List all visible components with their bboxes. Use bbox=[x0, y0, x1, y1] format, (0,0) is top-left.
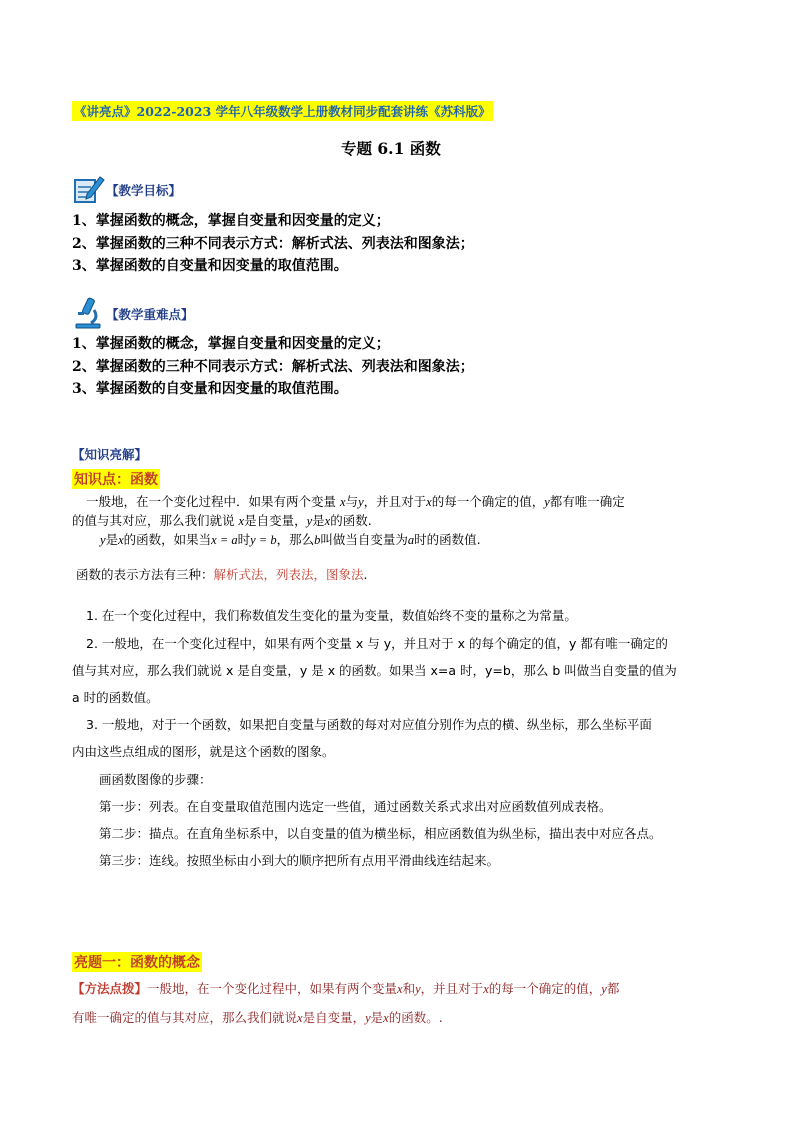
header-banner: 《讲亮点》2022-2023 学年八年级数学上册教材同步配套讲练《苏科版》 bbox=[72, 101, 493, 121]
notepad-pencil-icon bbox=[73, 174, 105, 204]
knowledge-label: 【知识亮解】 bbox=[72, 447, 148, 462]
topic-1-title: 亮题一：函数的概念 bbox=[72, 952, 202, 972]
knowledge-point-title: 知识点：函数 bbox=[72, 469, 160, 489]
goals-label: 【教学目标】 bbox=[106, 183, 182, 198]
note-2-line-2: 值与其对应，那么我们就说 x 是自变量，y 是 x 的函数。如果当 x=a 时，y=b，那么 b 叫做当自变量的值为 bbox=[72, 663, 677, 678]
goal-item: 1、掌握函数的概念，掌握自变量和因变量的定义； bbox=[72, 213, 390, 229]
step-3: 第三步：连线。按照坐标由小到大的顺序把所有点用平滑曲线连结起来。 bbox=[99, 853, 500, 868]
note-3-line-2: 内由这些点组成的图形，就是这个函数的图象。 bbox=[72, 744, 335, 759]
definition-line-1: 一般地，在一个变化过程中．如果有两个变量 x与y，并且对于x的每一个确定的值，y都有唯一确定 bbox=[86, 494, 625, 509]
step-1: 第一步：列表。在自变量取值范围内选定一些值，通过函数关系式求出对应函数值列成表格。 bbox=[99, 799, 612, 814]
microscope-icon bbox=[72, 296, 104, 330]
method-tip-line-1: 【方法点拨】一般地，在一个变化过程中，如果有两个变量x和y，并且对于x的每一个确定的值，y都 bbox=[72, 981, 620, 996]
keypoints-label: 【教学重难点】 bbox=[106, 307, 194, 322]
note-2-line-1: 2. 一般地，在一个变化过程中，如果有两个变量 x 与 y，并且对于 x 的每个确定的值，y 都有唯一确定的 bbox=[86, 636, 668, 651]
definition-line-2: 的值与其对应，那么我们就说 x是自变量，y是x的函数. bbox=[72, 513, 372, 528]
steps-title: 画函数图像的步骤： bbox=[99, 772, 212, 787]
representation-methods: 函数的表示方法有三种：解析式法，列表法，图象法. bbox=[76, 567, 368, 582]
method-tip-line-2: 有唯一确定的值与其对应，那么我们就说x是自变量，y是x的函数。. bbox=[72, 1010, 443, 1025]
goal-item: 2、掌握函数的三种不同表示方式：解析式法、列表法和图象法； bbox=[72, 236, 474, 252]
definition-line-3: y是x的函数，如果当x = a时y = b，那么b叫做当自变量为a时的函数值. bbox=[100, 532, 481, 547]
keypoint-item: 1、掌握函数的概念，掌握自变量和因变量的定义； bbox=[72, 336, 390, 352]
keypoint-item: 3、掌握函数的自变量和因变量的取值范围。 bbox=[72, 381, 348, 397]
note-2-line-3: a 时的函数值。 bbox=[72, 690, 159, 705]
page-title: 专题 6.1 函数 bbox=[341, 139, 441, 158]
note-3-line-1: 3. 一般地，对于一个函数，如果把自变量与函数的每对对应值分别作为点的横、纵坐标，那么坐标平面 bbox=[86, 717, 652, 732]
keypoint-item: 2、掌握函数的三种不同表示方式：解析式法、列表法和图象法； bbox=[72, 359, 474, 375]
note-1: 1. 在一个变化过程中，我们称数值发生变化的量为变量，数值始终不变的量称之为常量。 bbox=[86, 608, 577, 623]
goal-item: 3、掌握函数的自变量和因变量的取值范围。 bbox=[72, 258, 348, 274]
step-2: 第二步：描点。在直角坐标系中，以自变量的值为横坐标，相应函数值为纵坐标，描出表中对应各点。 bbox=[99, 826, 662, 841]
